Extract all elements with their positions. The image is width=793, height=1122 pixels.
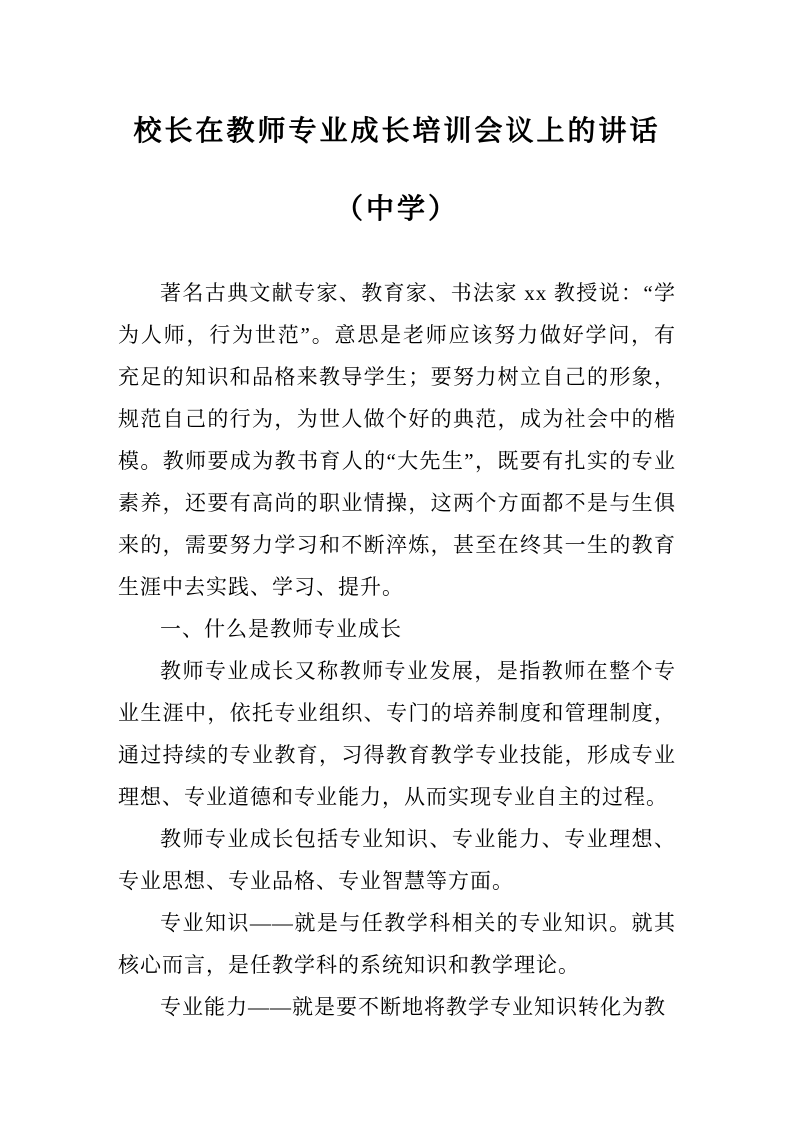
paragraph-professional-ability: 专业能力——就是要不断地将教学专业知识转化为教 [160, 995, 666, 1019]
document-subtitle: （中学） [334, 194, 459, 225]
paragraph-intro: 著名古典文献专家、教育家、书法家 xx 教授说：“学为人师，行为世范”。意思是老师应该努力做好学问，有充足的知识和品格来教导学生；要努力树立自己的形象，规范自己的行为，为世人做个好的典范，成为社会中的楷模。教师要成为教书育人的“大先生”，既要有扎实的专业素养，还要有高尚的职业情操，这两个方面都不是与生俱来的，需要努力学习和不断淬炼，甚至在终其一生的教育生涯中去实践、学习、提升。 [118, 281, 676, 599]
paragraph-professional-knowledge: 专业知识——就是与任教学科相关的专业知识。就其核心而言，是任教学科的系统知识和教学理论。 [118, 911, 676, 977]
section-heading-1: 一、什么是教师专业成长 [160, 617, 402, 641]
document-body [118, 272, 676, 1028]
paragraph-aspects: 教师专业成长包括专业知识、专业能力、专业理想、专业思想、专业品格、专业智慧等方面。 [118, 827, 676, 893]
paragraph-definition: 教师专业成长又称教师专业发展，是指教师在整个专业生涯中，依托专业组织、专门的培养制度和管理制度，通过持续的专业教育，习得教育教学专业技能，形成专业理想、专业道德和专业能力，从而实现专业自主的过程。 [118, 659, 676, 809]
document-title: 校长在教师专业成长培训会议上的讲话 [133, 116, 661, 147]
